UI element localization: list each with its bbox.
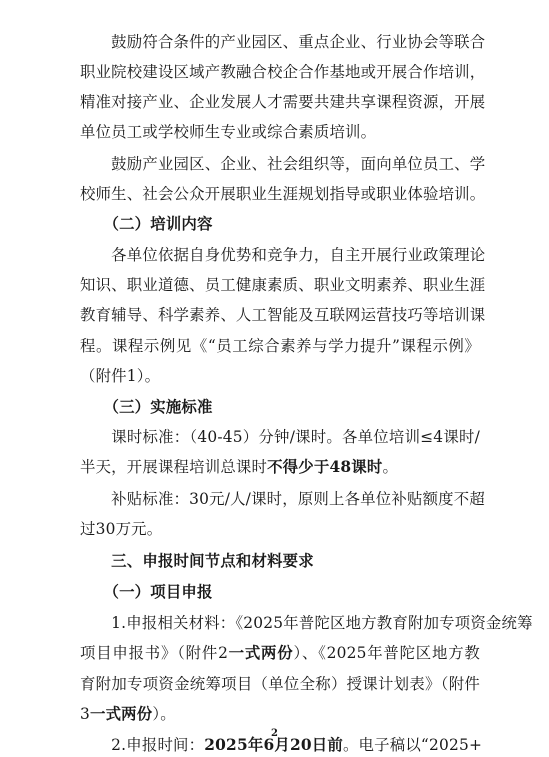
bold-text: 一式两份 — [90, 705, 153, 723]
text-run: ）。 — [152, 705, 176, 723]
text-run: ）、《2025年普陀区地方教 — [293, 644, 480, 662]
text-run: 3 — [80, 705, 90, 723]
paragraph-line: 鼓励产业园区、企业、社会组织等，面向单位员工、学 — [80, 155, 486, 173]
paragraph-line: 精准对接产业、企业发展人才需要共建共享课程资源，开展 — [80, 93, 486, 111]
section-heading: （二）培训内容 — [80, 215, 213, 233]
paragraph-line: 课时标准：（40-45）分钟/课时。各单位培训≤4课时/ — [80, 428, 480, 446]
paragraph-line — [80, 702, 480, 726]
paragraph-line: 程。课程示例见《“员工综合素养与学力提升”课程示例》 — [80, 337, 480, 355]
text-run: 2.申报时间： — [80, 736, 205, 754]
text-run: 半天，开展课程培训总课时 — [80, 458, 268, 476]
paragraph-line: 职业院校建设区域产教融合校企合作基地或开展合作培训， — [80, 63, 486, 81]
text-run: 。电子稿以“2025+ — [342, 736, 483, 754]
bold-text: 不得少于48课时 — [267, 458, 383, 476]
paragraph-line: 鼓励符合条件的产业园区、重点企业、行业协会等联合 — [80, 33, 486, 51]
paragraph-line: 知识、职业道德、员工健康素质、职业文明素养、职业生涯 — [80, 276, 486, 294]
section-heading: 三、申报时间节点和材料要求 — [80, 552, 314, 570]
paragraph-line: 补贴标准：30元/人/课时，原则上各单位补贴额度不超 — [80, 490, 485, 508]
paragraph-line: 单位员工或学校师生专业或综合素质培训。 — [80, 123, 377, 141]
section-heading: （三）实施标准 — [80, 398, 213, 416]
paragraph-line — [80, 455, 480, 479]
section-heading: （一）项目申报 — [80, 583, 213, 601]
paragraph-line: 各单位依据自身优势和竞争力，自主开展行业政策理论 — [80, 246, 486, 264]
paragraph-line — [80, 641, 480, 665]
paragraph-line: 校师生、社会公众开展职业生涯规划指导或职业体验培训。 — [80, 185, 486, 203]
bold-text: 2025年6月20日前 — [204, 736, 343, 754]
paragraph-line: （附件1）。 — [80, 367, 161, 385]
text-run: 项目申报书》（附件2 — [80, 644, 229, 662]
paragraph-line: 教育辅导、科学素养、人工智能及互联网运营技巧等培训课 — [80, 306, 486, 324]
paragraph-line: 育附加专项资金统筹项目（单位全称）授课计划表》（附件 — [80, 675, 480, 693]
paragraph-line: 1.申报相关材料：《2025年普陀区地方教育附加专项资金统筹 — [80, 614, 533, 632]
text-run: 。 — [382, 458, 399, 476]
page-number: 2 — [271, 728, 278, 739]
paragraph-line: 过30万元。 — [80, 520, 163, 538]
bold-text: 一式两份 — [228, 644, 294, 662]
